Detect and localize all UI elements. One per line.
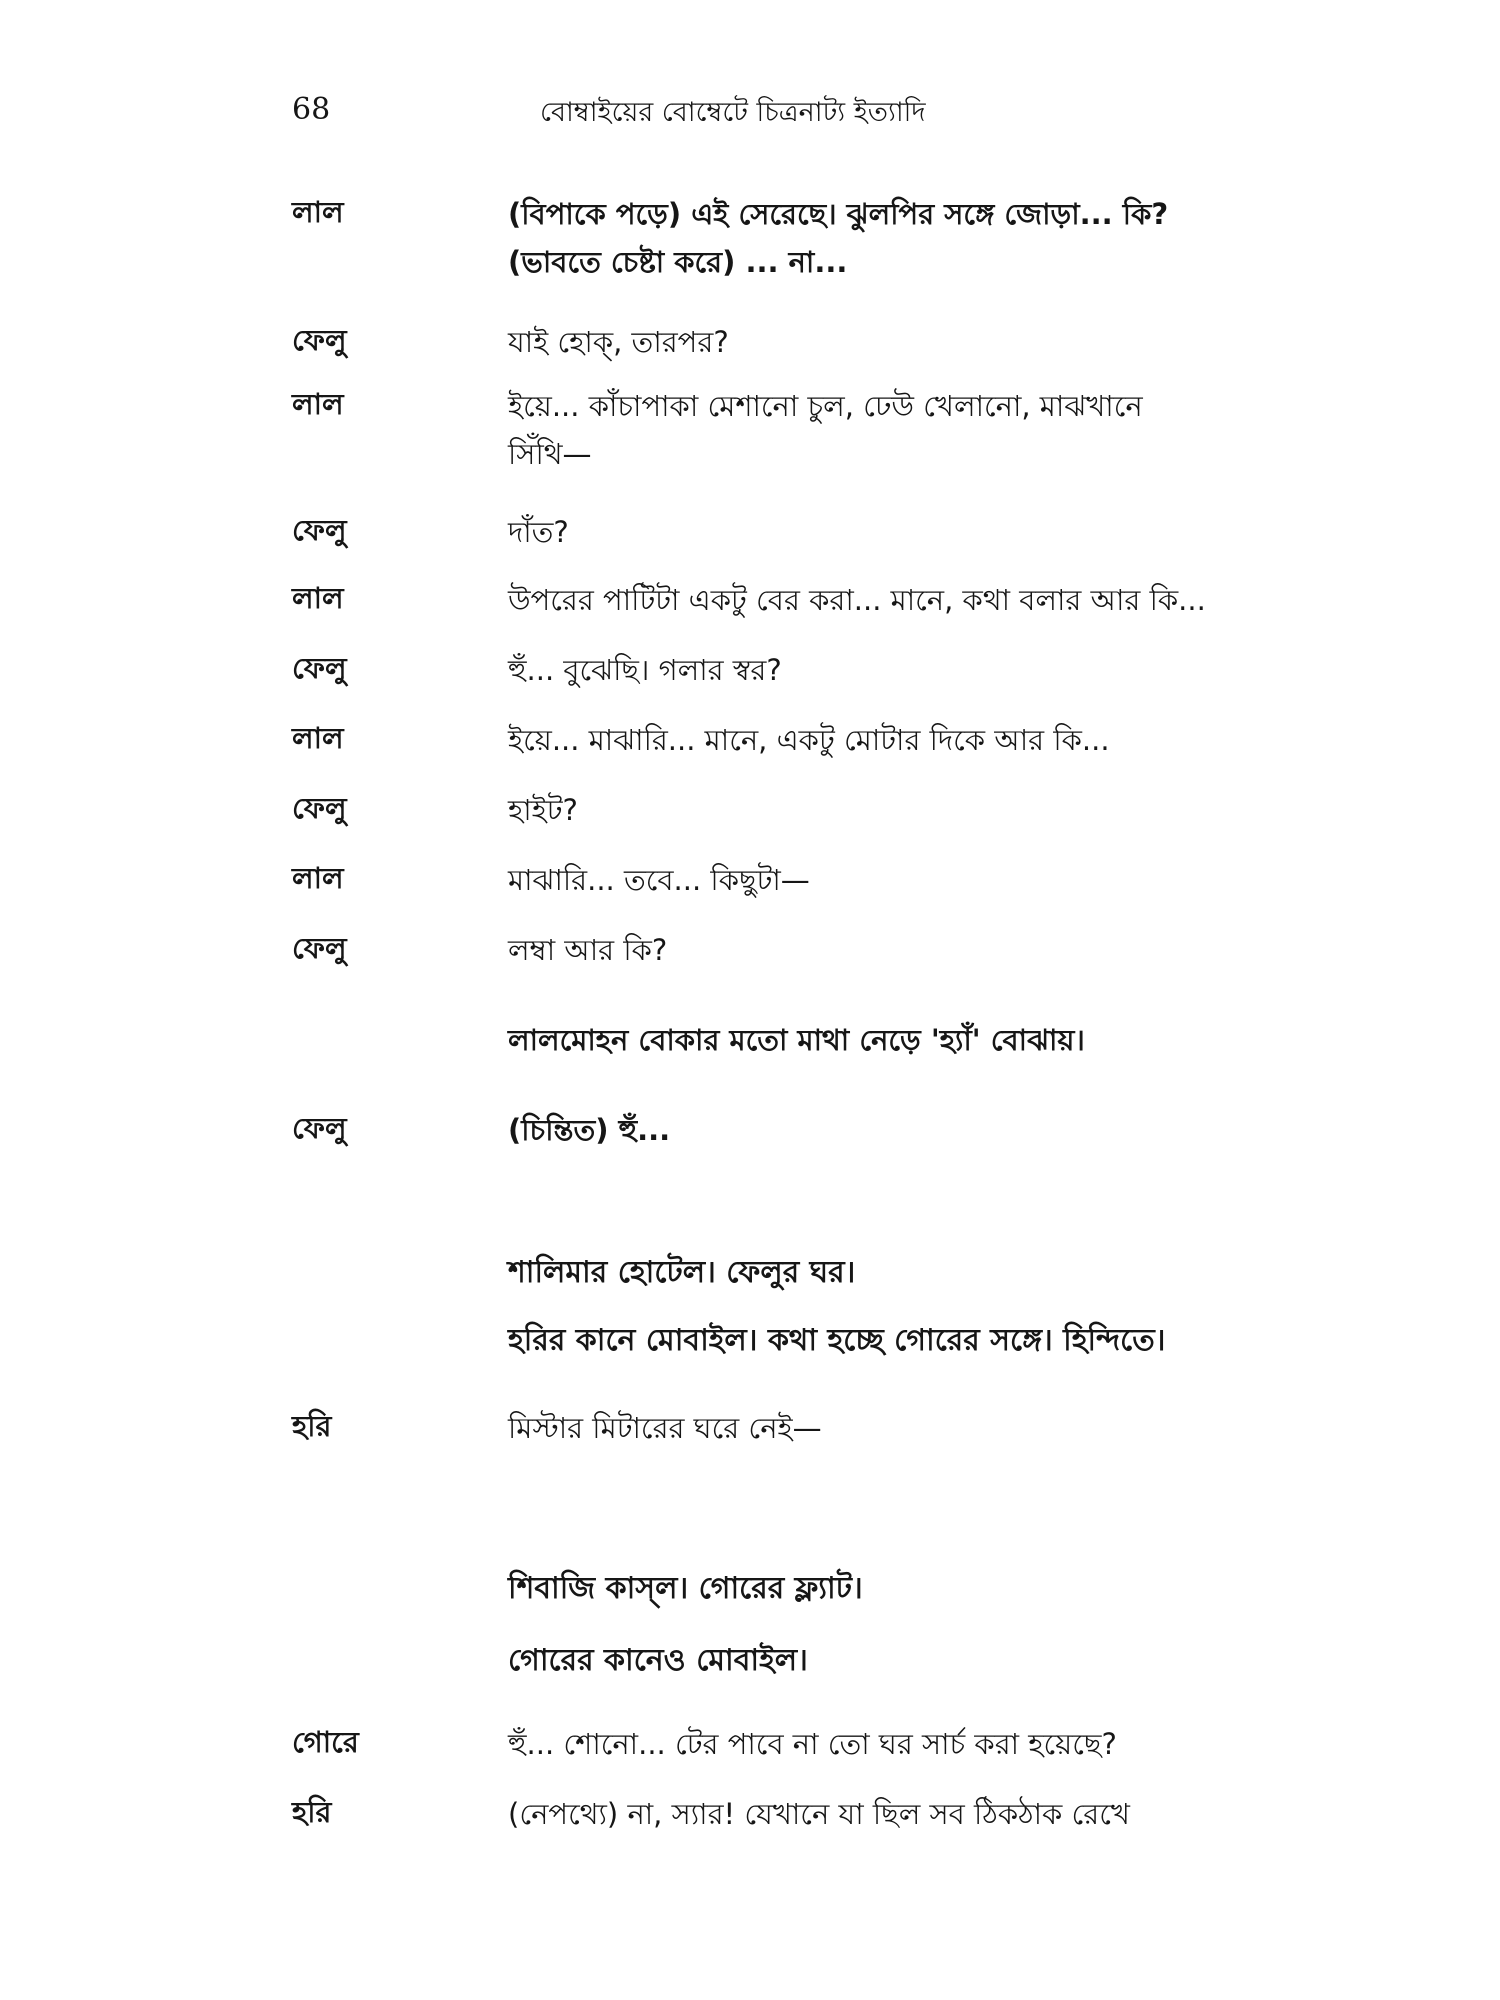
speaker-name: লাল xyxy=(292,387,344,421)
dialogue-text-block xyxy=(508,382,1238,478)
scene-heading-text: শালিমার হোটেল। ফেলুর ঘর। xyxy=(508,1255,856,1290)
scene-heading-text: শিবাজি কাস্‌ল। গোরের ফ্ল্যাট। xyxy=(508,1571,863,1606)
speaker-name: গোরে xyxy=(292,1725,359,1759)
speaker-name: ফেলু xyxy=(292,791,347,825)
dialogue-text: হাইট? xyxy=(508,793,578,827)
speaker-name: ফেলু xyxy=(292,323,347,357)
stage-direction-inline xyxy=(508,190,1238,286)
dialogue-text: সিঁথি— xyxy=(508,437,592,471)
dialogue-text: লম্বা আর কি? xyxy=(508,933,668,967)
dialogue-text: ইয়ে... মাঝারি... মানে, একটু মোটার দিকে আর কি... xyxy=(508,723,1110,757)
speaker-name: হরি xyxy=(292,1409,332,1443)
speaker-name: ফেলু xyxy=(292,513,347,547)
dialogue-text: মাঝারি... তবে... কিছুটা— xyxy=(508,863,810,897)
speaker-name: ফেলু xyxy=(292,1111,347,1145)
dialogue-text: (চিন্তিত) হুঁ... xyxy=(508,1113,671,1147)
speaker-name: হরি xyxy=(292,1795,332,1829)
speaker-name: লাল xyxy=(292,195,344,229)
speaker-name: ফেলু xyxy=(292,651,347,685)
dialogue-text: মিস্টার মিটারের ঘরে নেই— xyxy=(508,1411,822,1445)
dialogue-text: দাঁত? xyxy=(508,515,569,549)
dialogue-text: উপরের পাটিটা একটু বের করা... মানে, কথা বলার আর কি... xyxy=(508,583,1206,617)
dialogue-text: (নেপথ্যে) না, স্যার! যেখানে যা ছিল সব ঠিকঠাক রেখে xyxy=(508,1797,1130,1831)
stage-direction-text: লালমোহন বোকার মতো মাথা নেড়ে 'হ্যাঁ' বোঝায়। xyxy=(508,1023,1085,1057)
dialogue-text: (ভাবতে চেষ্টা করে) ... না... xyxy=(508,245,848,279)
dialogue-text: যাই হোক্, তারপর? xyxy=(508,325,729,359)
dialogue-text: হুঁ... শোনো... টের পাবে না তো ঘর সার্চ করা হয়েছে? xyxy=(508,1727,1117,1761)
scene-description-text: হরির কানে মোবাইল। কথা হচ্ছে গোরের সঙ্গে। হিন্দিতে। xyxy=(508,1323,1166,1358)
scene-description-text: গোরের কানেও মোবাইল। xyxy=(508,1643,808,1678)
dialogue-text: ইয়ে... কাঁচাপাকা মেশানো চুল, ঢেউ খেলানো, মাঝখানে xyxy=(508,389,1143,423)
page-number: 68 xyxy=(292,92,331,127)
speaker-name: লাল xyxy=(292,721,344,755)
dialogue-text: হুঁ... বুঝেছি। গলার স্বর? xyxy=(508,653,782,687)
page-header xyxy=(0,92,1500,142)
speaker-name: লাল xyxy=(292,861,344,895)
speaker-name: ফেলু xyxy=(292,931,347,965)
speaker-name: লাল xyxy=(292,581,344,615)
running-title: বোম্বাইয়ের বোম্বেটে চিত্রনাট্য ইত্যাদি xyxy=(540,97,926,128)
dialogue-text: (বিপাকে পড়ে) এই সেরেছে। ঝুলপির সঙ্গে জোড়া... কি? xyxy=(508,197,1169,231)
